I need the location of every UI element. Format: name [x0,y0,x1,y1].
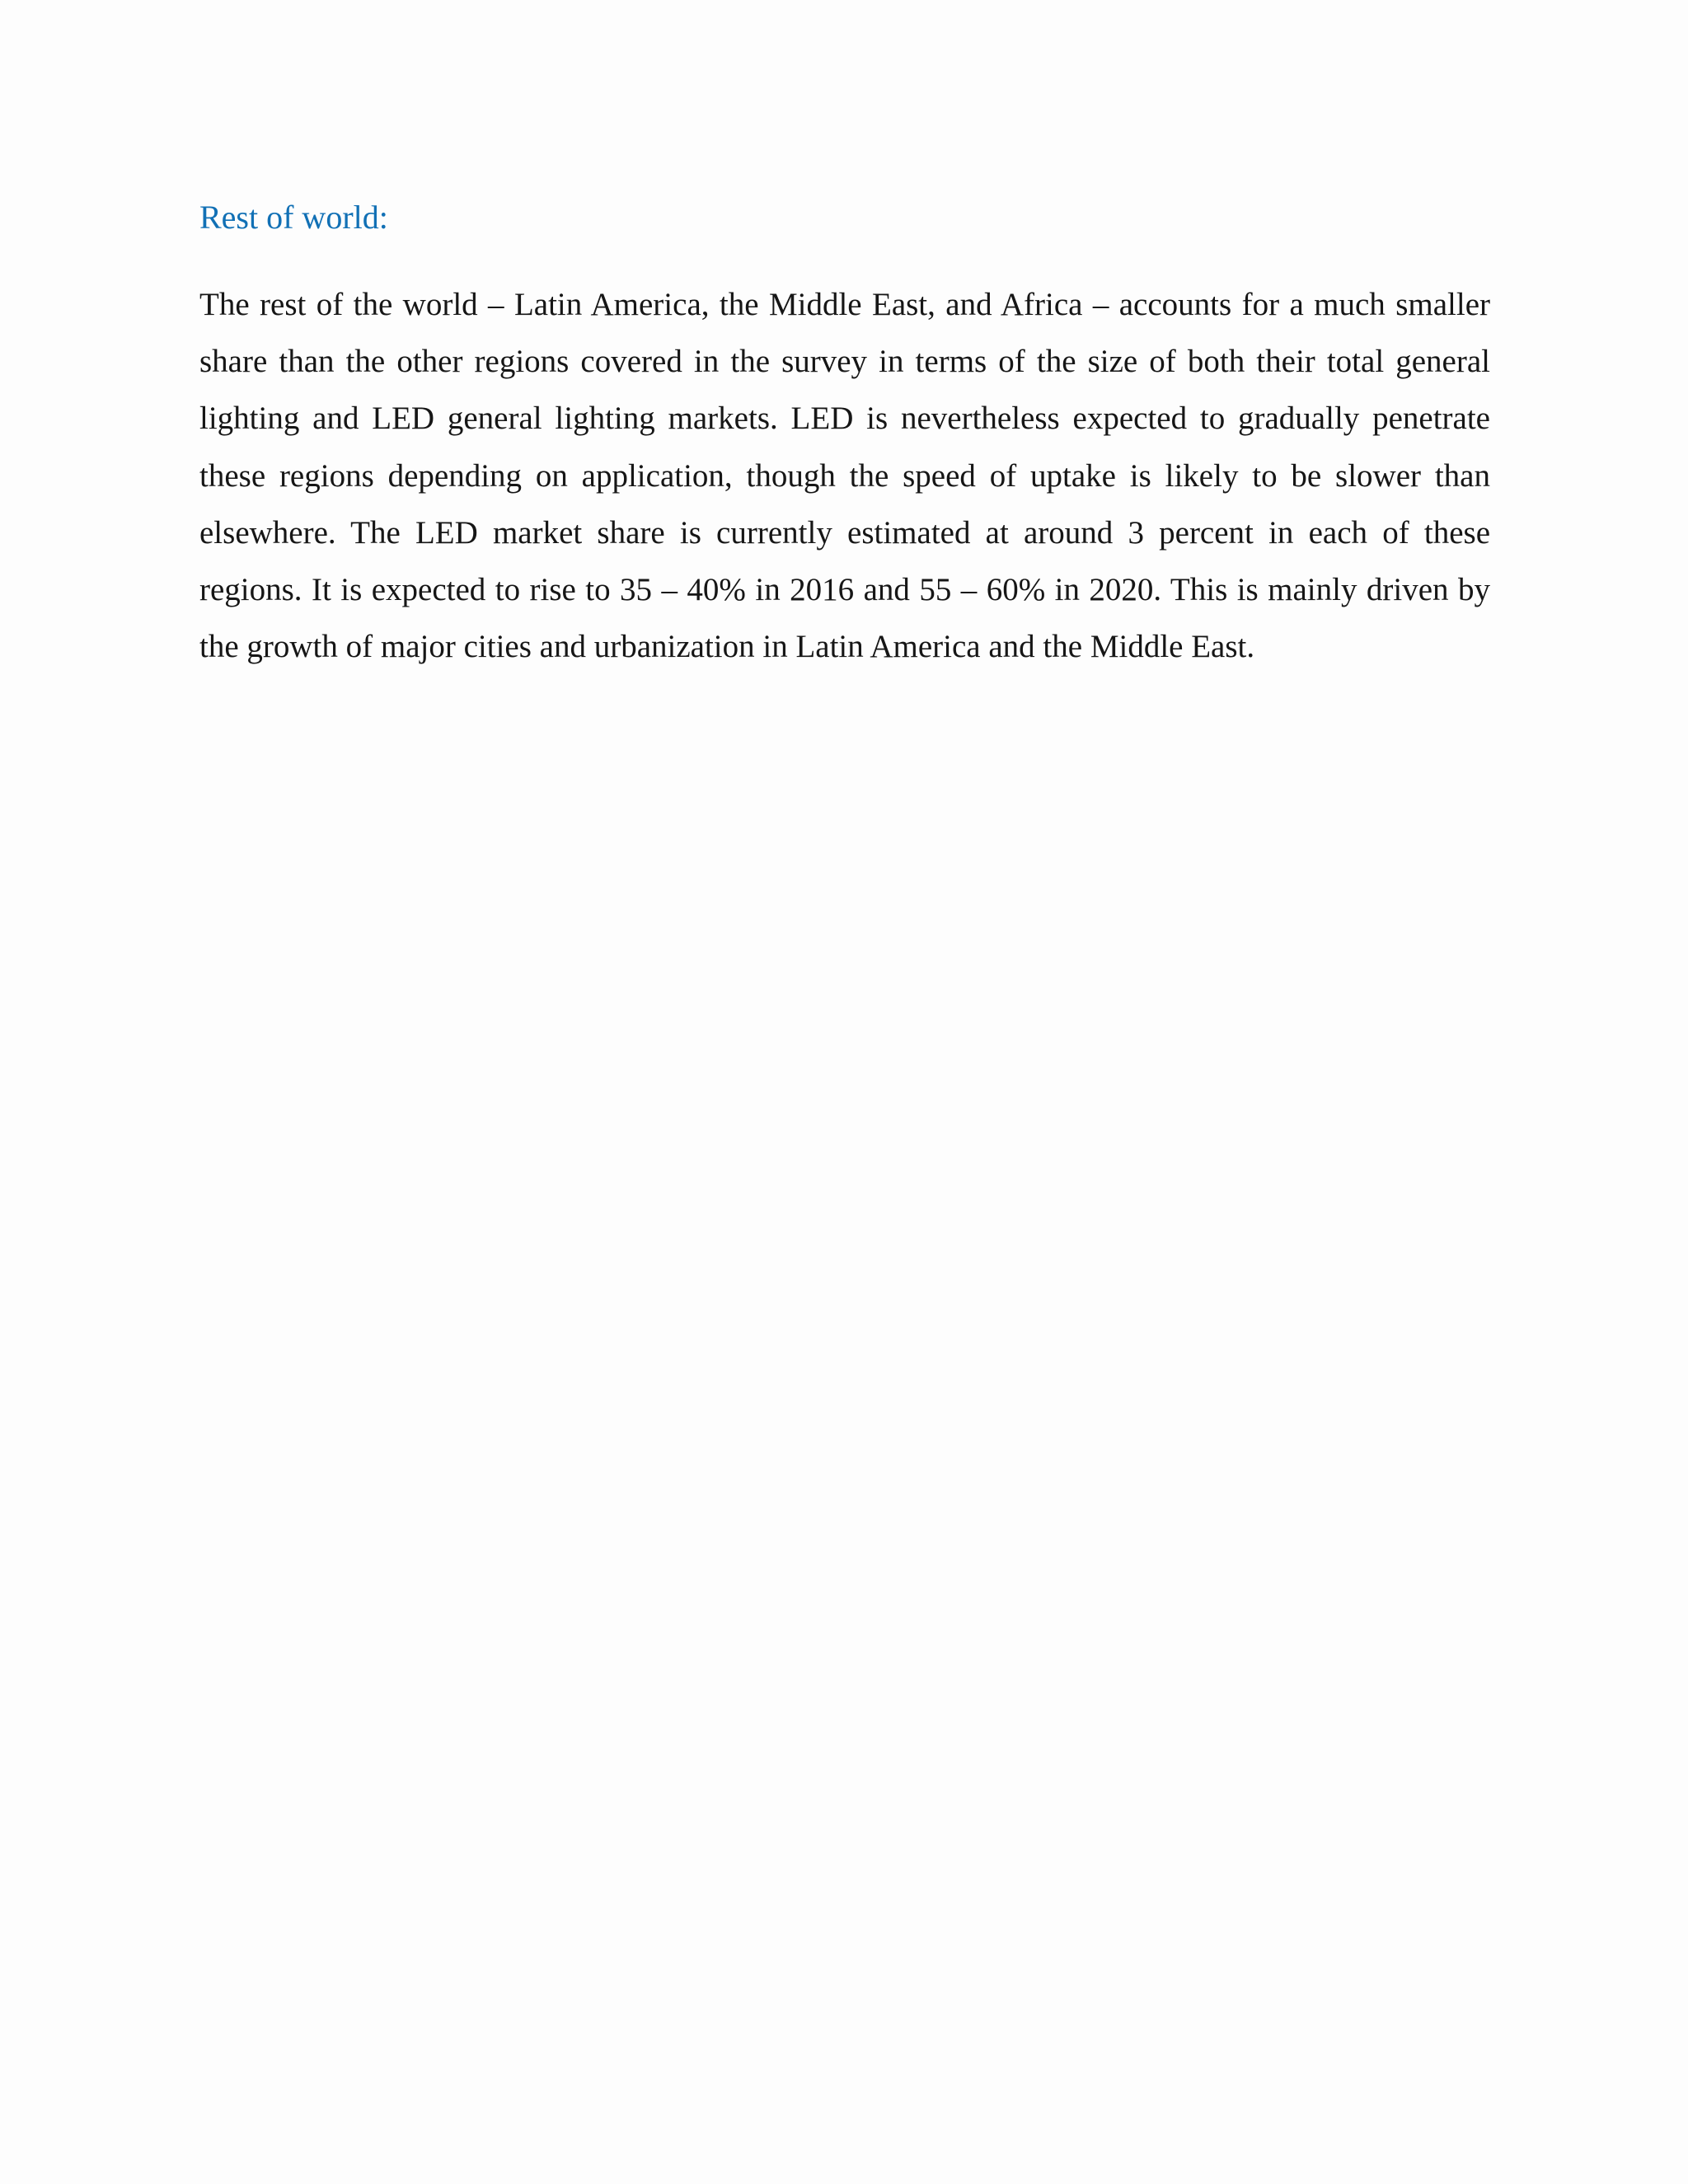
section-heading: Rest of world: [199,199,388,236]
body-paragraph: The rest of the world – Latin America, the Middle East, and Africa – accounts for a much smaller share than the other regions covered in the survey in terms of the size of both their total general lighting and LED general lighting markets. LED is nevertheless expected to gradually penetrate these regions depending on application, though the speed of uptake is likely to be slower than elsewhere. The LED market share is currently estimated at around 3 percent in each of these regions. It is expected to rise to 35 – 40% in 2016 and 55 – 60% in 2020. This is mainly driven by the growth of major cities and urbanization in Latin America and the Middle East. [199,287,1490,665]
